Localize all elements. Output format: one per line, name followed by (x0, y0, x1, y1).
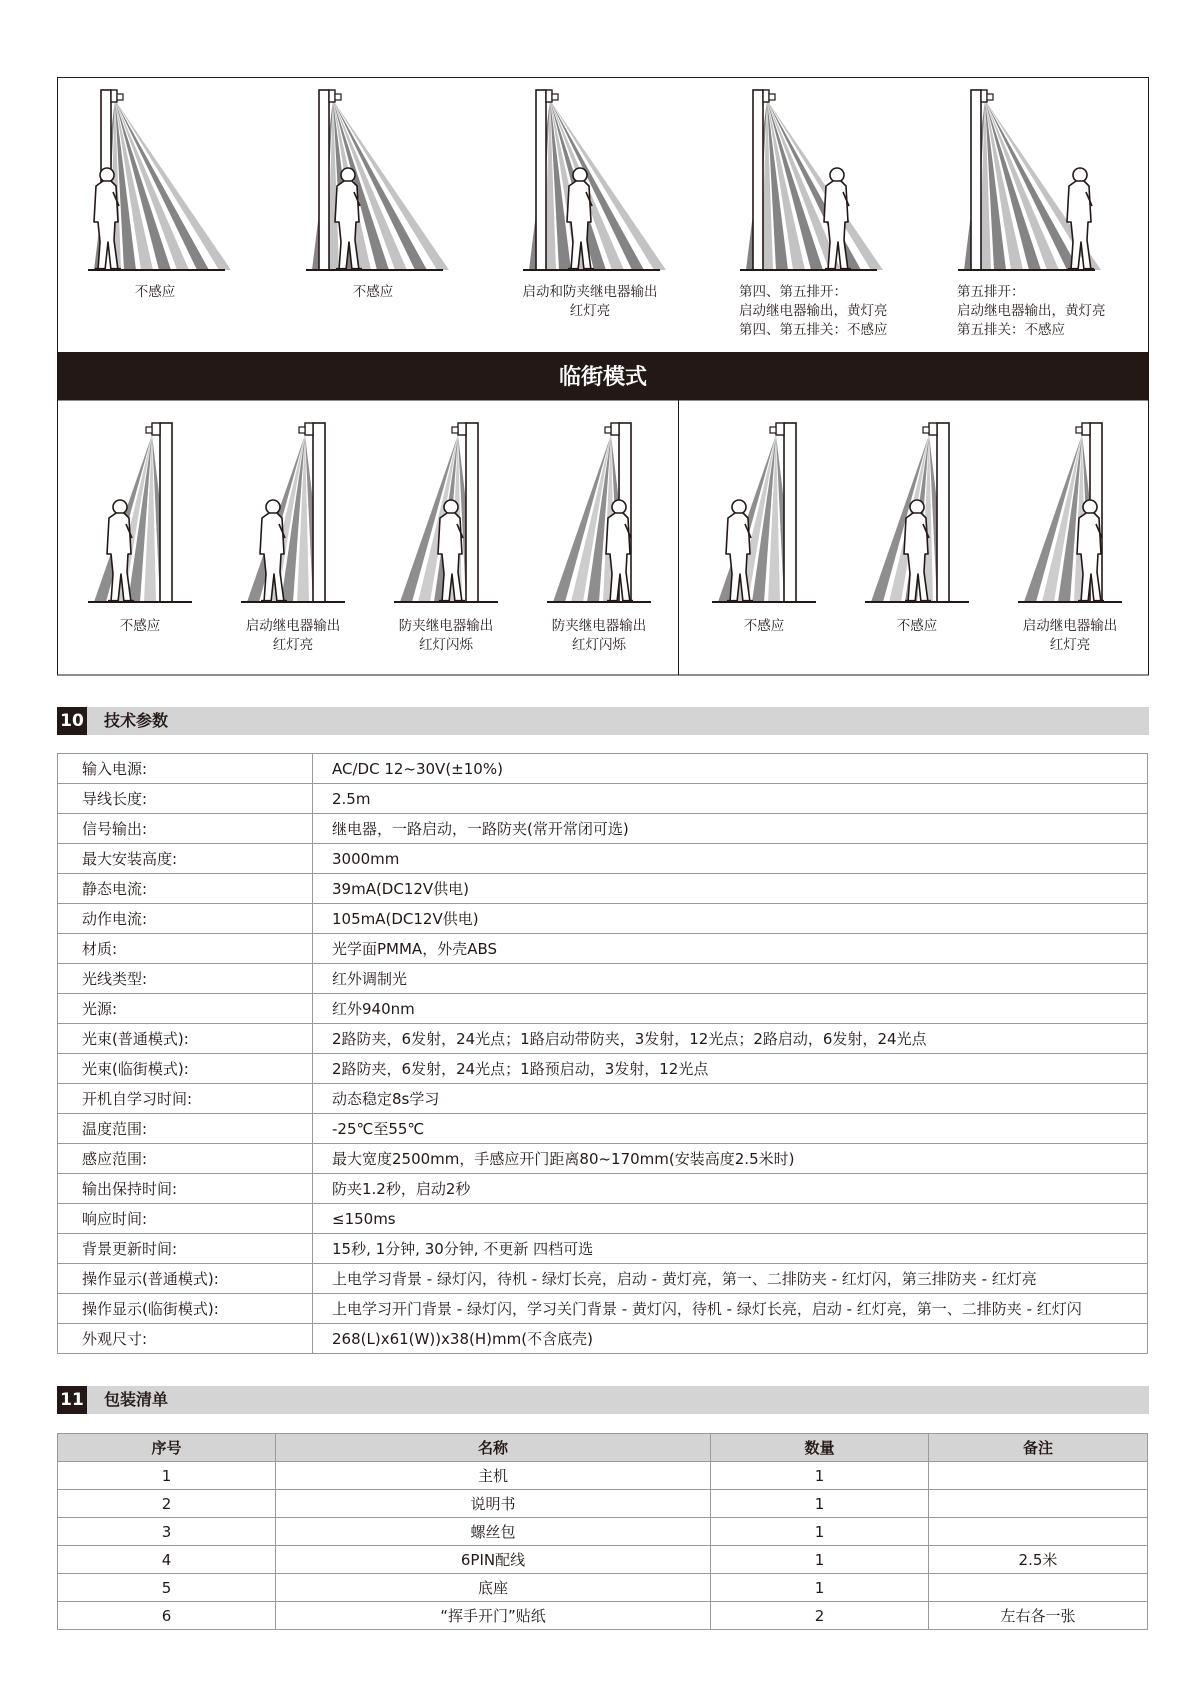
spec-key: 温度范围: (58, 1114, 313, 1144)
spec-row (58, 994, 1148, 1024)
spec-value: 39mA(DC12V供电) (313, 874, 1148, 904)
spec-key: 光源: (58, 994, 313, 1024)
packing-cell: 6 (58, 1602, 276, 1630)
spec-value: 上电学习开门背景 - 绿灯闪，学习关门背景 - 黄灯闪，待机 - 绿灯长亮，启动 - 红灯亮，第一、二排防夹 - 红灯闪 (313, 1294, 1148, 1324)
normal-caption-5-line-1: 第五排开： (957, 284, 1025, 300)
spec-value: ≤150ms (313, 1204, 1148, 1234)
spec-row (58, 1024, 1148, 1054)
packing-row (58, 1462, 1148, 1490)
packing-cell: 左右各一张 (928, 1602, 1147, 1630)
spec-row (58, 1234, 1148, 1264)
spec-row (58, 1174, 1148, 1204)
section-10-header (57, 707, 1149, 735)
spec-key: 动作电流: (58, 904, 313, 934)
spec-key: 最大安装高度: (58, 844, 313, 874)
spec-row (58, 754, 1148, 784)
normal-caption-2-line-1: 不感应 (352, 284, 394, 300)
spec-key: 材质: (58, 934, 313, 964)
packing-cell: 1 (710, 1574, 928, 1602)
spec-key: 输出保持时间: (58, 1174, 313, 1204)
spec-value: 3000mm (313, 844, 1148, 874)
spec-value: 15秒, 1分钟, 30分钟, 不更新 四档可选 (313, 1234, 1148, 1264)
packing-header-cell: 数量 (710, 1434, 928, 1462)
normal-caption-5-line-3: 第五排关：不感应 (957, 322, 1065, 338)
packing-cell: 说明书 (275, 1490, 710, 1518)
packing-cell: 4 (58, 1546, 276, 1574)
spec-key: 光束(临街模式): (58, 1054, 313, 1084)
spec-key: 导线长度: (58, 784, 313, 814)
packing-row (58, 1602, 1148, 1630)
section-10-title: 技术参数 (104, 711, 169, 730)
spec-row (58, 1264, 1148, 1294)
spec-row (58, 874, 1148, 904)
normal-caption-4-line-2: 启动继电器输出，黄灯亮 (739, 303, 888, 319)
street-mode-title: 临街模式 (558, 365, 648, 390)
packing-cell: 1 (710, 1462, 928, 1490)
spec-row (58, 964, 1148, 994)
spec-row (58, 1294, 1148, 1324)
packing-cell: 2.5米 (928, 1546, 1147, 1574)
spec-value: 继电器，一路启动，一路防夹(常开常闭可选) (313, 814, 1148, 844)
packing-cell: 2 (58, 1490, 276, 1518)
street-caption-4-line-2: 红灯闪烁 (572, 637, 626, 653)
packing-cell (928, 1462, 1147, 1490)
spec-key: 光线类型: (58, 964, 313, 994)
street-caption-3-line-2: 红灯闪烁 (419, 637, 473, 653)
section-11-title: 包装清单 (104, 1390, 169, 1409)
street-caption-7-line-2: 红灯亮 (1049, 637, 1091, 653)
spec-value: 2路防夹，6发射，24光点；1路预启动，3发射，12光点 (313, 1054, 1148, 1084)
spec-table (57, 753, 1148, 1354)
spec-value: -25℃至55℃ (313, 1114, 1148, 1144)
packing-cell: 1 (710, 1490, 928, 1518)
packing-cell: 2 (710, 1602, 928, 1630)
spec-value: 2路防夹，6发射，24光点；1路启动带防夹，3发射，12光点；2路启动，6发射，24光点 (313, 1024, 1148, 1054)
section-11-header (57, 1386, 1149, 1414)
spec-row (58, 1114, 1148, 1144)
spec-key: 感应范围: (58, 1144, 313, 1174)
normal-caption-3-line-2: 红灯亮 (569, 303, 611, 319)
spec-key: 背景更新时间: (58, 1234, 313, 1264)
spec-value: 上电学习背景 - 绿灯闪，待机 - 绿灯长亮，启动 - 黄灯亮，第一、二排防夹 - 红灯闪，第三排防夹 - 红灯亮 (313, 1264, 1148, 1294)
section-10-number: 10 (57, 707, 87, 735)
spec-row (58, 934, 1148, 964)
spec-key: 静态电流: (58, 874, 313, 904)
packing-cell: 1 (58, 1462, 276, 1490)
spec-key: 外观尺寸: (58, 1324, 313, 1354)
spec-row (58, 844, 1148, 874)
packing-cell: 3 (58, 1518, 276, 1546)
spec-key: 操作显示(临街模式): (58, 1294, 313, 1324)
normal-caption-4-line-1: 第四、第五排开： (739, 284, 847, 300)
normal-caption-3-line-1: 启动和防夹继电器输出 (522, 284, 658, 300)
packing-cell: 1 (710, 1518, 928, 1546)
street-caption-7-line-1: 启动继电器输出 (1022, 618, 1118, 634)
normal-caption-4-line-3: 第四、第五排关：不感应 (739, 322, 888, 338)
street-caption-4-line-1: 防夹继电器输出 (551, 618, 647, 634)
spec-value: 防夹1.2秒，启动2秒 (313, 1174, 1148, 1204)
street-caption-6-line-1: 不感应 (896, 618, 938, 634)
packing-row (58, 1574, 1148, 1602)
spec-row (58, 1144, 1148, 1174)
spec-value: 红外940nm (313, 994, 1148, 1024)
packing-row (58, 1546, 1148, 1574)
packing-row (58, 1490, 1148, 1518)
packing-cell: 6PIN配线 (275, 1546, 710, 1574)
street-caption-1-line-1: 不感应 (119, 618, 161, 634)
section-11-number: 11 (57, 1386, 87, 1414)
spec-value: 最大宽度2500mm，手感应开门距离80~170mm(安装高度2.5米时) (313, 1144, 1148, 1174)
spec-value: 动态稳定8s学习 (313, 1084, 1148, 1114)
spec-value: 268(L)x61(W))x38(H)mm(不含底壳) (313, 1324, 1148, 1354)
spec-row (58, 1324, 1148, 1354)
spec-row (58, 814, 1148, 844)
spec-value: 2.5m (313, 784, 1148, 814)
spec-key: 操作显示(普通模式): (58, 1264, 313, 1294)
street-caption-5-line-1: 不感应 (743, 618, 785, 634)
packing-table (57, 1433, 1148, 1630)
street-caption-2-line-2: 红灯亮 (272, 637, 314, 653)
packing-cell (928, 1574, 1147, 1602)
street-caption-2-line-1: 启动继电器输出 (245, 618, 341, 634)
packing-row (58, 1518, 1148, 1546)
normal-caption-5-line-2: 启动继电器输出，黄灯亮 (957, 303, 1106, 319)
spec-row (58, 784, 1148, 814)
spec-key: 信号输出: (58, 814, 313, 844)
spec-row (58, 1084, 1148, 1114)
packing-cell: 主机 (275, 1462, 710, 1490)
spec-value: 105mA(DC12V供电) (313, 904, 1148, 934)
normal-caption-1-line-1: 不感应 (134, 284, 176, 300)
packing-header-cell: 备注 (928, 1434, 1147, 1462)
street-caption-3-line-1: 防夹继电器输出 (398, 618, 494, 634)
packing-cell: 1 (710, 1546, 928, 1574)
packing-cell: 底座 (275, 1574, 710, 1602)
spec-value: 红外调制光 (313, 964, 1148, 994)
spec-value: 光学面PMMA，外壳ABS (313, 934, 1148, 964)
spec-row (58, 904, 1148, 934)
packing-cell: 5 (58, 1574, 276, 1602)
spec-key: 输入电源: (58, 754, 313, 784)
detection-diagram (0, 0, 1200, 680)
packing-cell (928, 1518, 1147, 1546)
spec-key: 开机自学习时间: (58, 1084, 313, 1114)
spec-key: 光束(普通模式): (58, 1024, 313, 1054)
packing-header-cell: 序号 (58, 1434, 276, 1462)
spec-key: 响应时间: (58, 1204, 313, 1234)
packing-cell (928, 1490, 1147, 1518)
packing-header-cell: 名称 (275, 1434, 710, 1462)
spec-row (58, 1204, 1148, 1234)
spec-row (58, 1054, 1148, 1084)
packing-cell: 螺丝包 (275, 1518, 710, 1546)
packing-cell: “挥手开门”贴纸 (275, 1602, 710, 1630)
spec-value: AC/DC 12~30V(±10%) (313, 754, 1148, 784)
